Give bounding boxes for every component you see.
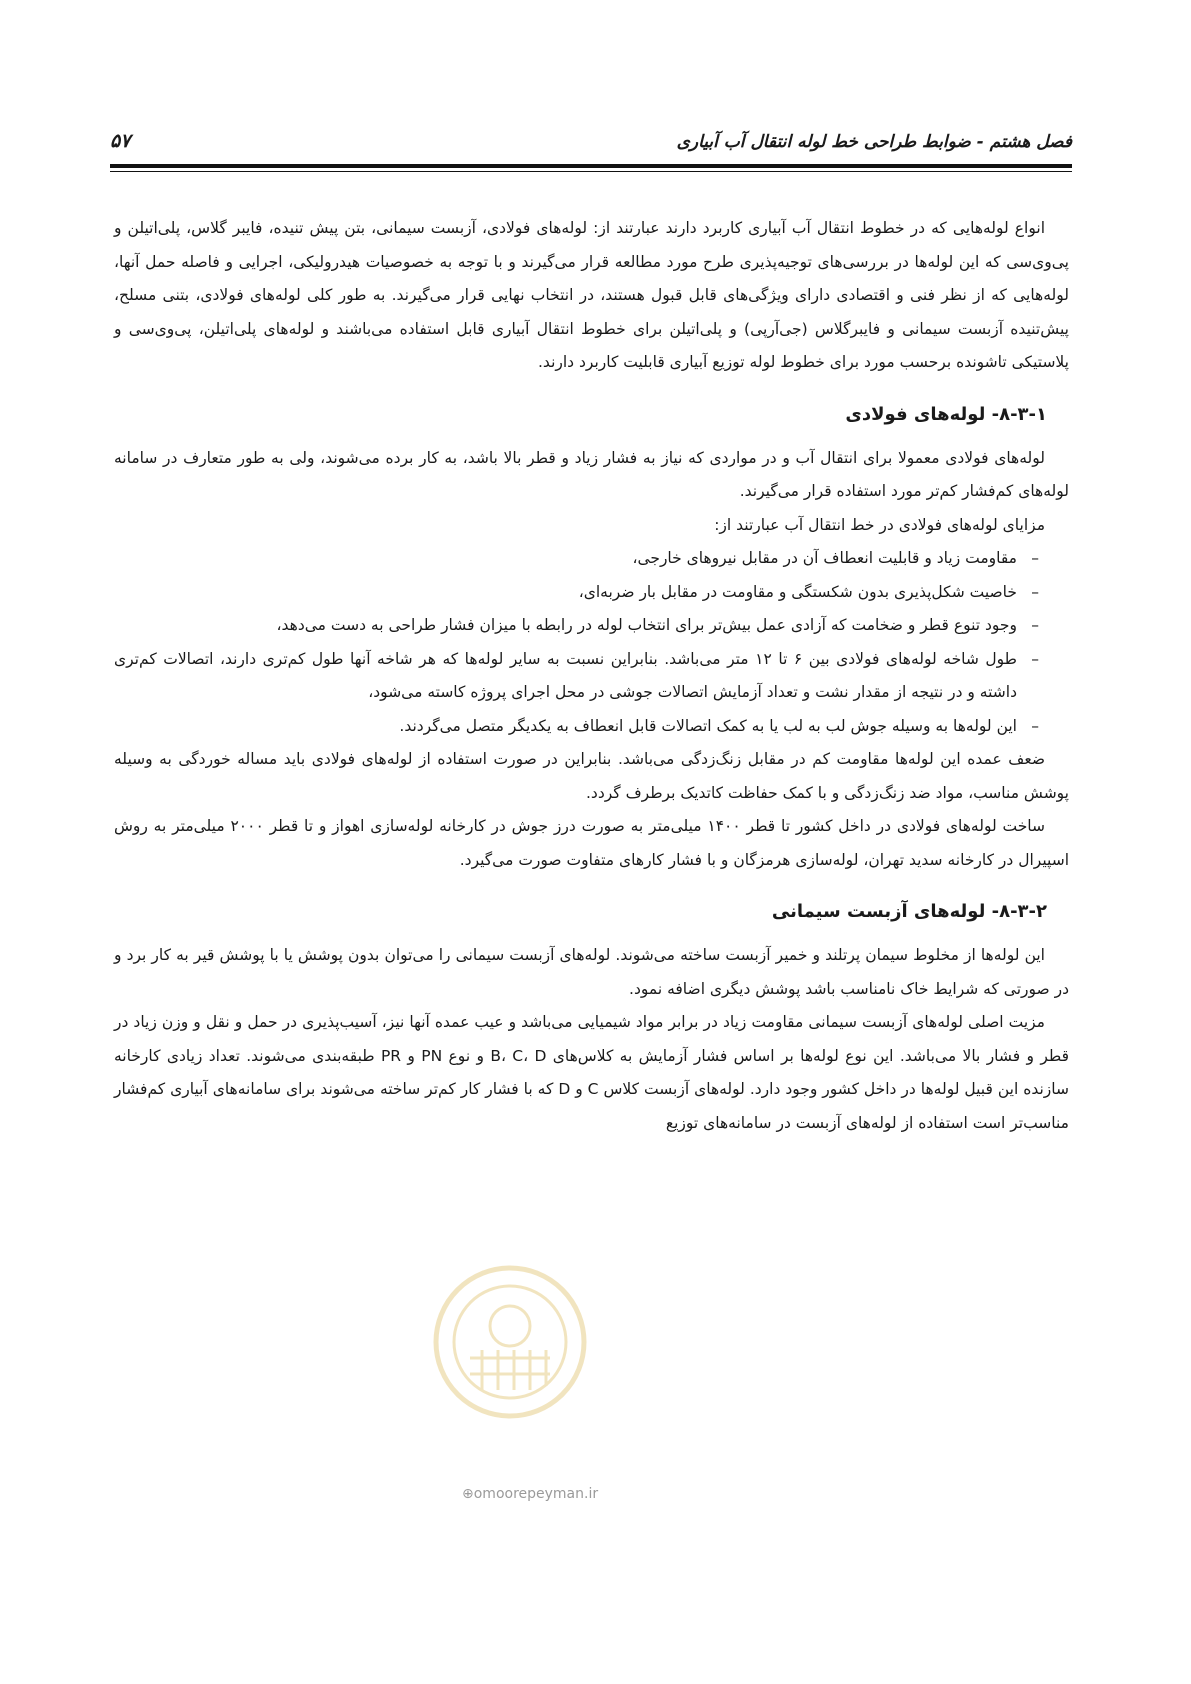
dash-bullet-icon: – [1031,616,1039,634]
advantages-intro: مزایای لوله‌های فولادی در خط انتقال آب عبارتند از: [714,515,1045,534]
watermark-site-text: omoorepeyman.ir [473,1486,599,1502]
page-header [110,128,1072,162]
list-item-text: این لوله‌ها به وسیله جوش لب به لب یا به کمک اتصالات قابل انعطاف به یکدیگر متصل می‌گردند. [399,716,1017,735]
dash-bullet-icon: – [1031,582,1039,601]
list-item [114,576,1069,610]
dash-bullet-icon: – [1031,716,1039,735]
asbestos-paragraph-2: مزیت اصلی لوله‌های آزبست سیمانی مقاومت زیاد در برابر مواد شیمیایی می‌باشد و عیب عمده آنها نیز، آسیب‌پذیری در حمل و نقل و وزن زیاد در قطر و فشار بالا می‌باشد. این نوع لوله‌ها بر اساس فشار آزمایش به کلاس‌های B، C، D و نوع PN و PR طبقه‌بندی می‌شوند. تعداد زیادی کارخانه سازنده این قبیل لوله‌ها در داخل کشور وجود دارد. لوله‌های آزبست کلاس C و D که با فشار کار کم‌تر ساخته می‌شوند برای سامانه‌های آبیاری کم‌فشار مناسب‌تر است استفاده از لوله‌های آزبست در سامانه‌های توزیع [114,1013,1069,1132]
manufacturing-paragraph: ساخت لوله‌های فولادی در داخل کشور تا قطر ۱۴۰۰ میلی‌متر به صورت درز جوش در کارخانه لوله‌سازی اهواز و تا قطر ۲۰۰۰ میلی‌متر به روش اسپیرال در کارخانه سدید تهران، لوله‌سازی هرمزگان و با فشار کارهای متفاوت صورت می‌گیرد. [114,817,1069,869]
list-item [114,542,1069,576]
steel-pipes-paragraph: لوله‌های فولادی معمولا برای انتقال آب و در مواردی که نیاز به فشار زیاد و قطر بالا باشد، به کار برده می‌شوند، ولی به طور متعارف در سامانه لوله‌های کم‌فشار کم‌تر مورد استفاده قرار می‌گیرند. [114,448,1069,500]
intro-paragraph: انواع لوله‌هایی که در خطوط انتقال آب آبیاری کاربرد دارند عبارتند از: لوله‌های فولادی، آزبست سیمانی، بتن پیش تنیده، فایبر گلاس، پلی‌اتیلن و پی‌وی‌سی که این لوله‌ها در بررسی‌های توجیه‌پذیری طرح مورد مطالعه قرار می‌گیرند و با توجه به خصوصیات هیدرولیکی، اجرایی و فاصله حمل آنها، لوله‌هایی که از نظر فنی و اقتصادی دارای ویژگی‌های قابل قبول هستند، در انتخاب نهایی قرار می‌گیرند. به طور کلی لوله‌های فولادی، بتنی مسلح، پیش‌تنیده آزبست سیمانی و فایبرگلاس (جی‌آرپی) و پلی‌اتیلن برای خطوط انتقال آبیاری قابل استفاده می‌باشند و لوله‌های پلی‌اتیلن، پی‌وی‌سی و پلاستیکی تاشونده برحسب مورد برای خطوط لوله توزیع آبیاری قابلیت کاربرد دارند. [114,219,1069,371]
list-item-text: خاصیت شکل‌پذیری بدون شکستگی و مقاومت در مقابل بار ضربه‌ای، [578,582,1017,601]
section-heading-asbestos-pipes: ۸-۳-۲- لوله‌های آزبست سیمانی [771,901,1047,922]
asbestos-paragraph-1: این لوله‌ها از مخلوط سیمان پرتلند و خمیر آزبست ساخته می‌شوند. لوله‌های آزبست سیمانی را می‌توان بدون پوشش یا با پوشش قیر به کار برد و در صورتی که شرایط خاک نامناسب باشد پوشش دیگری اضافه نمود. [114,946,1069,998]
list-item [114,710,1069,744]
page-body [114,212,1069,1140]
list-item-text: وجود تنوع قطر و ضخامت که آزادی عمل بیش‌تر برای انتخاب لوله در رابطه با میزان فشار طراحی به دست می‌دهد، [276,616,1017,634]
chapter-title: فصل هشتم - ضوابط طراحی خط لوله انتقال آب آبیاری [676,132,1072,152]
globe-icon: ⊕ [462,1486,474,1502]
advantages-list [114,542,1069,743]
watermark-site [462,1486,662,1502]
header-rule-thin [110,171,1072,172]
weakness-paragraph: ضعف عمده این لوله‌ها مقاومت کم در مقابل زنگ‌زدگی می‌باشد. بنابراین در صورت استفاده از لوله‌های فولادی باید مساله خوردگی به وسیله پوشش مناسب، مواد ضد زنگ‌زدگی و با کمک حفاظت کاتدیک برطرف گردد. [114,750,1069,802]
dash-bullet-icon: – [1031,649,1039,668]
list-item-text: طول شاخه لوله‌های فولادی بین ۶ تا ۱۲ متر می‌باشد. بنابراین نسبت به سایر لوله‌ها که هر شاخه آنها طول کم‌تری دارند، اتصالات کم‌تری داشته و در نتیجه از مقدار نشت و تعداد آزمایش اتصالات جوشی در محل اجرای پروژه کاسته می‌شود، [114,649,1018,701]
list-item [114,609,1069,643]
list-item-text: مقاومت زیاد و قابلیت انعطاف آن در مقابل نیروهای خارجی، [632,549,1017,567]
list-item [114,643,1069,710]
page-number: ۵۷ [110,130,131,152]
seal-logo-icon [430,1262,590,1422]
header-rule-thick [110,164,1072,168]
section-heading-steel-pipes: ۸-۳-۱- لوله‌های فولادی [845,403,1047,425]
dash-bullet-icon: – [1031,549,1039,567]
